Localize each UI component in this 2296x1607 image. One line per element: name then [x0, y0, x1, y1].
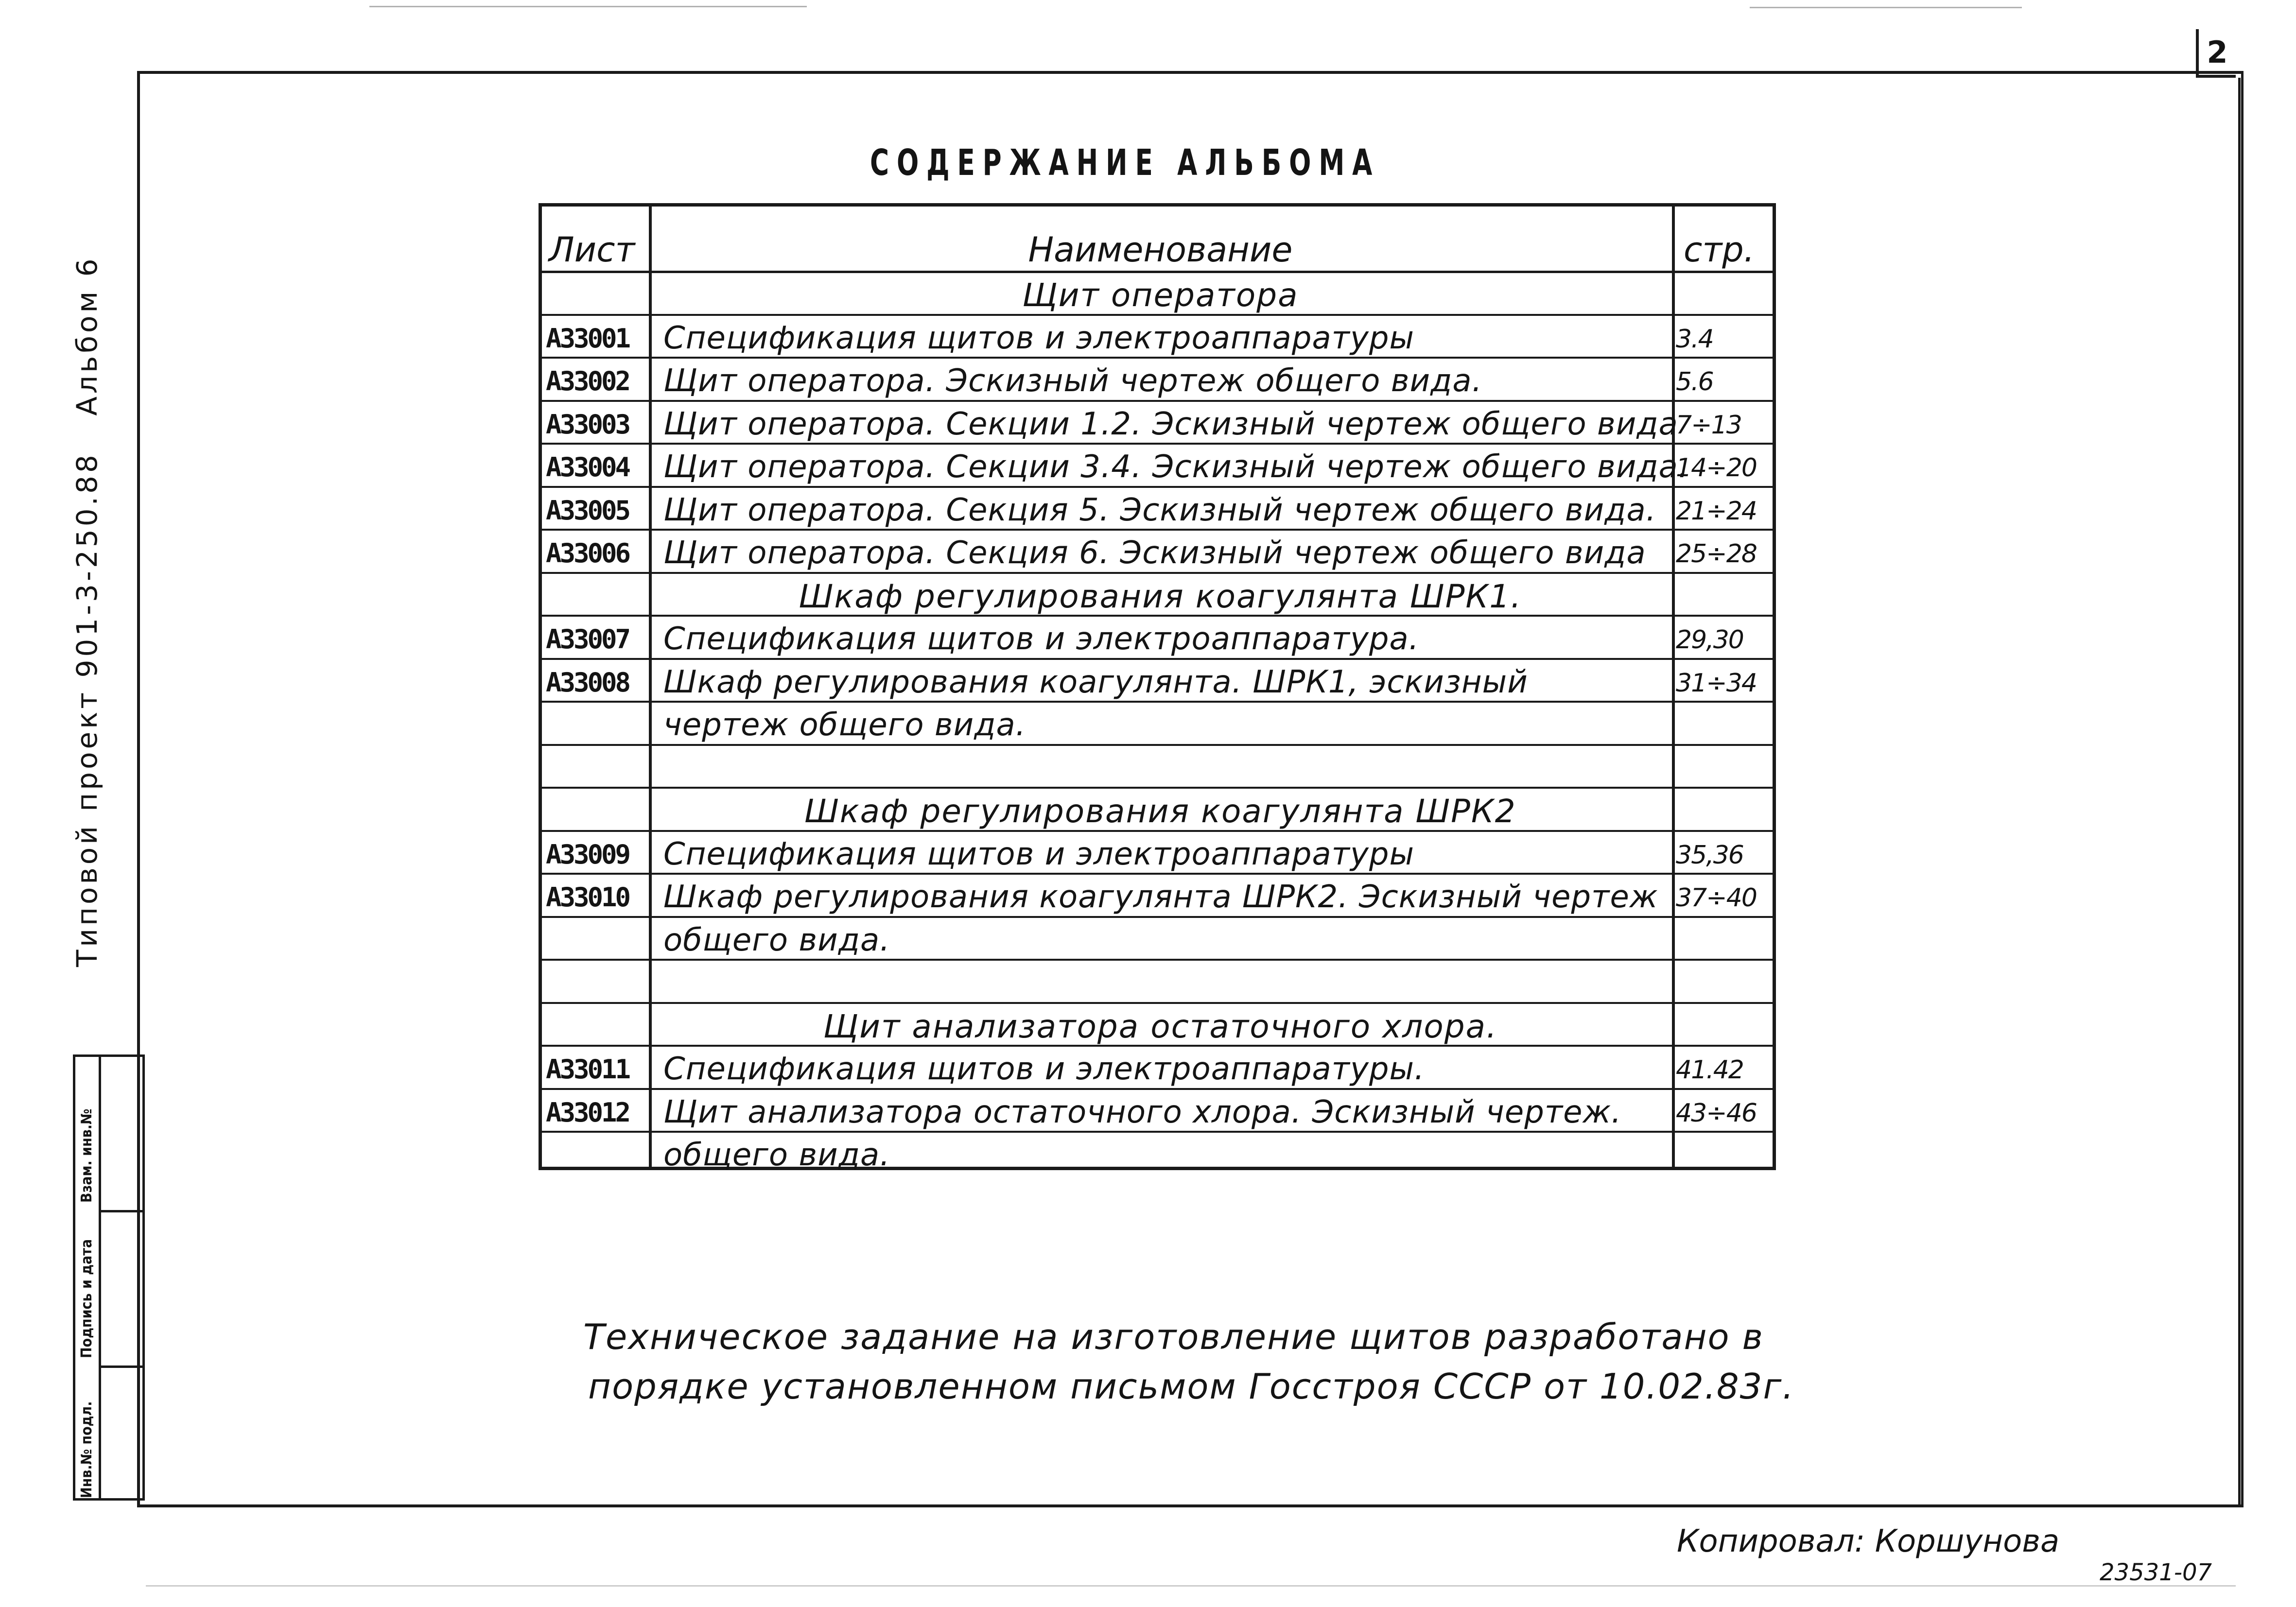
sheet-title: Щит оператора. Секция 5. Эскизный чертеж общего вида. [663, 492, 1656, 528]
header-rule [542, 271, 1773, 273]
section-heading: Шкаф регулирования коагулянта ШРК1. [799, 577, 1522, 615]
row-rule [542, 744, 1773, 746]
sheet-code: А33005 [546, 495, 629, 526]
row-rule [542, 1002, 1773, 1004]
header-page: стр. [1684, 230, 1755, 270]
row-rule [542, 529, 1773, 531]
sheet-title: чертеж общего вида. [663, 707, 1026, 743]
document-number: 23531-07 [2100, 1559, 2212, 1586]
section-heading: Шкаф регулирования коагулянта ШРК2 [804, 793, 1516, 830]
scan-noise-top [369, 6, 807, 7]
row-rule [542, 357, 1773, 359]
sheet-code: А33008 [546, 667, 629, 698]
row-rule [542, 959, 1773, 961]
sheet-title: Шкаф регулирования коагулянта. ШРК1, эскизный [663, 664, 1528, 700]
technical-note [583, 1312, 1794, 1411]
page-range: 25÷28 [1676, 539, 1757, 569]
side-project-label: Типовой проект 901-3-250.88 [70, 452, 104, 967]
page-range: 14÷20 [1676, 453, 1757, 483]
page-range: 5.6 [1676, 367, 1713, 397]
scan-noise-bottom [146, 1585, 2236, 1587]
row-rule [542, 572, 1773, 574]
sheet-code: А33009 [546, 839, 629, 870]
row-rule [542, 916, 1773, 918]
stamp-inv-label: Инв.№ подл. [78, 1401, 95, 1498]
sheet-title: Спецификация щитов и электроаппаратуры. [663, 1051, 1425, 1087]
approval-stamp [73, 1054, 145, 1501]
row-rule [542, 701, 1773, 703]
sheet-code: А33001 [546, 323, 629, 354]
sheet-code: А33002 [546, 366, 629, 397]
stamp-replace-label: Взам. инв.№ [78, 1108, 95, 1203]
album-contents-title: СОДЕРЖАНИЕ АЛЬБОМА [870, 142, 1380, 184]
header-name: Наименование [1028, 230, 1293, 270]
sheet-code: А33003 [546, 409, 629, 440]
column-divider-page [1672, 207, 1675, 1167]
page-number: 2 [2196, 29, 2236, 78]
section-heading: Щит анализатора остаточного хлора. [823, 1007, 1498, 1045]
page-range: 43÷46 [1676, 1098, 1757, 1128]
row-rule [542, 658, 1773, 660]
sheet-title: Щит оператора. Секция 6. Эскизный чертеж общего вида [663, 535, 1646, 571]
sheet-title: Щит анализатора остаточного хлора. Эскизный чертеж. [663, 1094, 1622, 1130]
section-heading: Щит оператора [1022, 276, 1299, 314]
page-range: 41.42 [1676, 1055, 1743, 1085]
sheet-code: А33010 [546, 882, 629, 913]
copied-by: Копировал: Коршунова [1677, 1523, 2060, 1559]
sheet-title: Спецификация щитов и электроаппаратура. [663, 621, 1419, 657]
note-line-2: порядке установленном письмом Госстроя СССР от 10.02.83г. [588, 1366, 1795, 1407]
sheet-code: А33006 [546, 538, 629, 569]
side-project-text [70, 258, 104, 967]
sheet-title: общего вида. [663, 922, 890, 958]
page-range: 3.4 [1676, 324, 1713, 354]
row-rule [542, 873, 1773, 875]
row-rule [542, 1045, 1773, 1047]
row-rule [542, 787, 1773, 789]
page-range: 29,30 [1676, 625, 1743, 655]
row-rule [542, 830, 1773, 832]
sheet-title: Щит оператора. Секции 1.2. Эскизный чертеж общего вида [663, 406, 1678, 442]
sheet-code: А33012 [546, 1097, 629, 1128]
sheet-title: Шкаф регулирования коагулянта ШРК2. Эскизный чертеж [663, 879, 1658, 915]
header-sheet: Лист [549, 230, 635, 270]
row-rule [542, 1088, 1773, 1090]
row-rule [542, 314, 1773, 316]
row-rule [542, 1131, 1773, 1133]
sheet-title: Спецификация щитов и электроаппаратуры [663, 836, 1414, 872]
note-line-1: Техническое задание на изготовление щитов разработано в [583, 1316, 1764, 1357]
page-range: 37÷40 [1676, 883, 1757, 913]
contents-table [539, 203, 1776, 1173]
row-rule [542, 400, 1773, 402]
page-range: 35,36 [1676, 840, 1743, 870]
sheet-title: общего вида. [663, 1137, 890, 1173]
scan-noise-top-2 [1750, 7, 2022, 8]
sheet-title: Спецификация щитов и электроаппаратуры [663, 320, 1414, 356]
page-range: 21÷24 [1676, 496, 1757, 526]
sheet-title: Щит оператора. Эскизный чертеж общего вида. [663, 363, 1482, 399]
side-album-label: Альбом 6 [70, 256, 104, 416]
page-range: 31÷34 [1676, 668, 1757, 698]
sheet-right-edge [2238, 78, 2241, 1506]
sheet-code: А33004 [546, 452, 629, 483]
stamp-sign-label: Подпись и дата [78, 1239, 95, 1358]
sheet-title: Щит оператора. Секции 3.4. Эскизный чертеж общего вида. [663, 449, 1689, 485]
row-rule [542, 443, 1773, 445]
row-rule [542, 615, 1773, 617]
sheet-code: А33007 [546, 624, 629, 655]
row-rule [542, 486, 1773, 488]
sheet-code: А33011 [546, 1054, 629, 1085]
page-range: 7÷13 [1676, 410, 1741, 440]
